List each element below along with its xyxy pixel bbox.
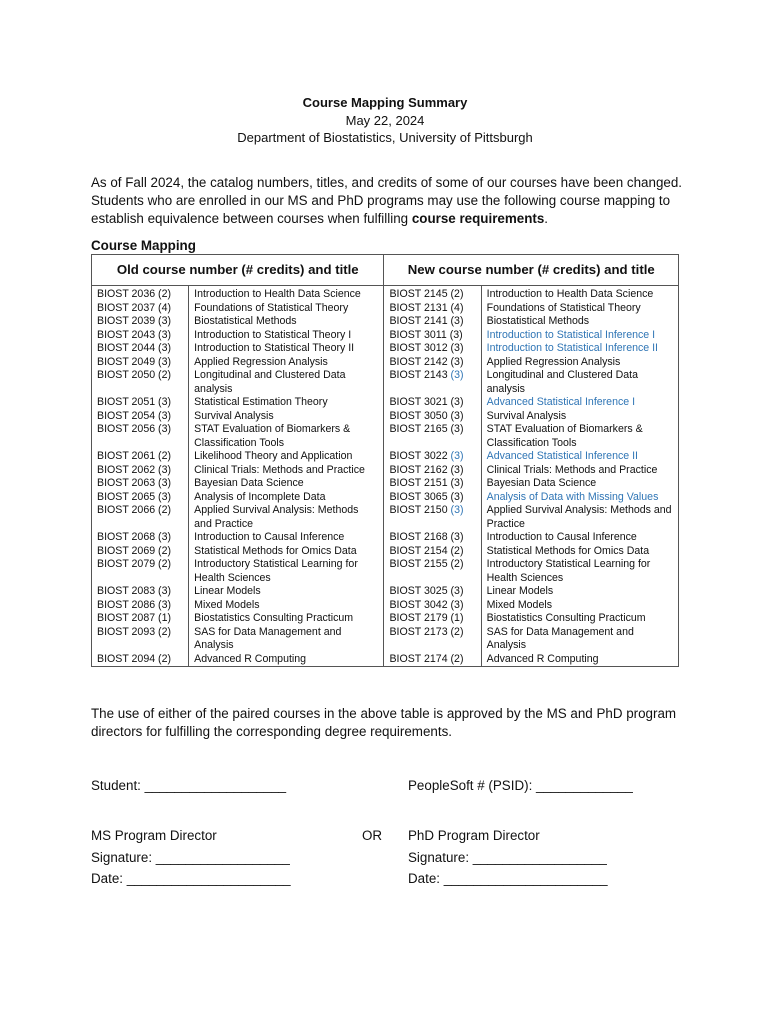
- new-course-number-text: BIOST 3042 (3): [389, 598, 464, 611]
- new-course-number: [384, 342, 481, 356]
- new-course-number-text: BIOST 3012 (3): [389, 342, 464, 354]
- new-course-title: [481, 531, 678, 545]
- table-row: [92, 302, 679, 316]
- new-course-number-text: BIOST 2162 (3): [389, 463, 464, 476]
- new-course-title: [481, 342, 678, 356]
- old-course-number: [92, 369, 189, 396]
- new-course-title-text: Biostatistics Consulting Practicum: [486, 612, 646, 624]
- section-heading: Course Mapping: [91, 238, 196, 253]
- old-course-number-text: BIOST 2063 (3): [97, 477, 171, 489]
- old-course-number: [92, 585, 189, 599]
- old-course-title-text: Longitudinal and Clustered Data analysis: [194, 369, 346, 395]
- old-course-number: [92, 329, 189, 343]
- old-course-number: [92, 626, 189, 653]
- table-row: [92, 585, 679, 599]
- table-row: [92, 369, 679, 396]
- new-course-number: [384, 356, 481, 370]
- table-row: [92, 504, 679, 531]
- old-course-title-text: SAS for Data Management and Analysis: [194, 625, 342, 651]
- old-course-title: [189, 329, 384, 343]
- new-course-number: [384, 329, 481, 343]
- phd-signature-field: Signature: __________________: [408, 849, 607, 865]
- old-course-number-text: BIOST 2094 (2): [97, 652, 171, 665]
- old-course-title: [189, 464, 384, 478]
- old-course-number-text: BIOST 2037 (4): [97, 301, 171, 314]
- table-header-row: [92, 255, 679, 286]
- old-course-number-text: BIOST 2087 (1): [97, 612, 171, 624]
- new-course-number: [384, 315, 481, 329]
- approval-note: The use of either of the paired courses in the above table is approved by the MS and PhD program directors for fulfilling the corresponding degree requirements.: [91, 706, 677, 740]
- psid-field: PeopleSoft # (PSID): _____________: [408, 778, 633, 793]
- new-course-title-text: Introductory Statistical Learning for Health Sciences: [486, 558, 651, 584]
- new-course-title-text: Applied Regression Analysis: [486, 355, 621, 368]
- old-course-number-text: BIOST 2043 (3): [97, 328, 171, 341]
- new-course-title: [481, 477, 678, 491]
- new-course-title-text: Advanced Statistical Inference I: [486, 396, 636, 408]
- new-course-number: [384, 653, 481, 667]
- new-course-title: [481, 315, 678, 329]
- old-course-number: [92, 558, 189, 585]
- student-field: Student: ___________________: [91, 778, 287, 793]
- old-course-title-text: Applied Regression Analysis: [194, 355, 328, 368]
- old-course-number-text: BIOST 2050 (2): [97, 369, 171, 381]
- old-course-number-text: BIOST 2039 (3): [97, 315, 171, 327]
- new-course-title-text: Clinical Trials: Methods and Practice: [486, 463, 658, 476]
- old-course-number: [92, 396, 189, 410]
- old-course-number: [92, 531, 189, 545]
- new-course-title: [481, 545, 678, 559]
- new-course-title: [481, 504, 678, 531]
- old-course-title-text: Advanced R Computing: [194, 652, 307, 665]
- new-course-number: [384, 585, 481, 599]
- new-course-title: [481, 356, 678, 370]
- new-course-number: [384, 302, 481, 316]
- new-course-credits: (3): [450, 504, 464, 516]
- old-course-title: [189, 369, 384, 396]
- old-course-title: [189, 302, 384, 316]
- old-course-number-text: BIOST 2068 (3): [97, 531, 171, 543]
- old-course-title: [189, 342, 384, 356]
- new-course-number-text: BIOST 2168 (3): [389, 531, 464, 543]
- old-course-number: [92, 653, 189, 667]
- new-course-title-text: Analysis of Data with Missing Values: [486, 490, 659, 503]
- new-course-number: [384, 423, 481, 450]
- new-course-credits: (3): [450, 450, 464, 462]
- table-row: [92, 464, 679, 478]
- old-course-number-text: BIOST 2054 (3): [97, 409, 171, 422]
- new-course-title-text: STAT Evaluation of Biomarkers & Classification Tools: [486, 423, 643, 449]
- new-course-number-text: BIOST 2154 (2): [389, 544, 464, 557]
- new-course-number-text: BIOST 3065 (3): [389, 490, 464, 503]
- old-course-title-text: Introductory Statistical Learning for Health Sciences: [194, 558, 358, 584]
- old-course-title: [189, 396, 384, 410]
- old-course-title-text: Statistical Methods for Omics Data: [194, 544, 357, 557]
- old-course-number: [92, 302, 189, 316]
- table-row: [92, 653, 679, 667]
- new-course-number: [384, 504, 481, 531]
- old-course-number: [92, 286, 189, 302]
- new-course-title: [481, 286, 678, 302]
- new-course-title: [481, 464, 678, 478]
- table-row: [92, 315, 679, 329]
- old-course-title: [189, 491, 384, 505]
- intro-text-end: .: [544, 211, 549, 227]
- new-course-title-text: Advanced R Computing: [486, 652, 599, 665]
- new-course-number: [384, 410, 481, 424]
- new-course-title: [481, 612, 678, 626]
- new-course-number-text: BIOST 3021 (3): [389, 396, 464, 408]
- new-course-title-text: Survival Analysis: [486, 409, 567, 422]
- old-course-title: [189, 315, 384, 329]
- new-course-number: [384, 477, 481, 491]
- old-course-number-text: BIOST 2066 (2): [97, 504, 171, 516]
- old-course-title: [189, 286, 384, 302]
- table-row: [92, 558, 679, 585]
- old-course-title: [189, 612, 384, 626]
- new-course-title-text: SAS for Data Management and Analysis: [486, 625, 634, 651]
- old-course-title: [189, 356, 384, 370]
- new-course-number: [384, 599, 481, 613]
- intro-text: As of Fall 2024, the catalog numbers, titles, and credits of some of our courses have been changed. Students who are enrolled in our MS and PhD programs may use the following course mapping to establish equivalence between courses when fulfilling: [91, 175, 683, 227]
- new-course-credits: (3): [450, 369, 464, 381]
- new-course-title: [481, 558, 678, 585]
- new-course-number-text: BIOST 3050 (3): [389, 409, 464, 422]
- old-course-title: [189, 585, 384, 599]
- new-course-title-text: Linear Models: [486, 585, 554, 597]
- old-course-number: [92, 477, 189, 491]
- old-course-title-text: Bayesian Data Science: [194, 477, 304, 489]
- table-row: [92, 491, 679, 505]
- table-row: [92, 531, 679, 545]
- new-course-title-text: Longitudinal and Clustered Data analysis: [486, 369, 638, 395]
- new-course-number: [384, 531, 481, 545]
- new-course-number: [384, 450, 481, 464]
- old-course-title: [189, 653, 384, 667]
- old-course-title-text: Foundations of Statistical Theory: [194, 301, 349, 314]
- new-course-title-text: Bayesian Data Science: [486, 477, 597, 489]
- new-course-number: [384, 396, 481, 410]
- new-course-number: [384, 545, 481, 559]
- old-course-number-text: BIOST 2056 (3): [97, 423, 171, 435]
- old-course-title: [189, 410, 384, 424]
- old-course-title-text: Clinical Trials: Methods and Practice: [194, 463, 365, 476]
- old-course-number-text: BIOST 2079 (2): [97, 558, 171, 570]
- new-course-title-text: Advanced Statistical Inference II: [486, 450, 638, 462]
- table-row: [92, 342, 679, 356]
- or-label: OR: [362, 828, 383, 843]
- old-course-title: [189, 558, 384, 585]
- new-course-number-text: BIOST 2151 (3): [389, 477, 464, 489]
- ms-director-block: [91, 825, 291, 890]
- table-row: [92, 286, 679, 302]
- old-course-title-text: Introduction to Statistical Theory II: [194, 342, 355, 354]
- new-course-number-text: BIOST 2179 (1): [389, 612, 464, 624]
- new-course-title-text: Introduction to Statistical Inference I: [486, 328, 656, 341]
- old-course-title-text: Analysis of Incomplete Data: [194, 490, 326, 503]
- new-course-number-text: BIOST 2141 (3): [389, 315, 464, 327]
- new-course-title: [481, 410, 678, 424]
- new-course-title: [481, 450, 678, 464]
- new-course-number: [384, 612, 481, 626]
- old-course-number-text: BIOST 2044 (3): [97, 342, 171, 354]
- new-course-number-text: BIOST 2174 (2): [389, 652, 464, 665]
- new-course-number-text: BIOST 3022: [389, 450, 448, 462]
- new-course-title: [481, 423, 678, 450]
- old-course-number: [92, 612, 189, 626]
- new-course-title: [481, 369, 678, 396]
- table-row: [92, 626, 679, 653]
- old-course-title: [189, 626, 384, 653]
- course-mapping-table: [91, 254, 679, 667]
- table-row: [92, 599, 679, 613]
- old-course-title: [189, 504, 384, 531]
- old-course-title-text: Survival Analysis: [194, 409, 274, 422]
- new-course-title-text: Biostatistical Methods: [486, 315, 590, 327]
- old-course-title-text: Biostatistics Consulting Practicum: [194, 612, 354, 624]
- new-course-number: [384, 369, 481, 396]
- old-course-title-text: STAT Evaluation of Biomarkers & Classification Tools: [194, 423, 351, 449]
- new-course-title: [481, 302, 678, 316]
- new-course-number-text: BIOST 2143: [389, 369, 448, 381]
- old-course-title: [189, 545, 384, 559]
- old-course-title: [189, 450, 384, 464]
- old-course-title: [189, 599, 384, 613]
- old-course-title-text: Introduction to Causal Inference: [194, 531, 345, 543]
- document-title: Course Mapping Summary: [302, 95, 468, 110]
- new-course-title: [481, 626, 678, 653]
- new-course-title-text: Statistical Methods for Omics Data: [486, 544, 650, 557]
- old-course-number-text: BIOST 2036 (2): [97, 288, 171, 300]
- old-course-title-text: Statistical Estimation Theory: [194, 396, 328, 408]
- intro-bold-text: course requirements: [411, 211, 545, 227]
- new-course-title-text: Introduction to Health Data Science: [486, 288, 654, 300]
- old-course-number: [92, 315, 189, 329]
- old-course-title-text: Linear Models: [194, 585, 261, 597]
- new-course-header: New course number (# credits) and title: [384, 255, 679, 286]
- new-course-number-text: BIOST 2150: [389, 504, 448, 516]
- new-course-number: [384, 626, 481, 653]
- phd-director-label: PhD Program Director: [408, 828, 540, 843]
- old-course-title-text: Mixed Models: [194, 598, 260, 611]
- old-course-title-text: Biostatistical Methods: [194, 315, 297, 327]
- old-course-number: [92, 504, 189, 531]
- new-course-number: [384, 286, 481, 302]
- table-row: [92, 423, 679, 450]
- phd-director-block: [408, 825, 608, 890]
- old-course-number: [92, 464, 189, 478]
- old-course-number: [92, 423, 189, 450]
- old-course-title-text: Introduction to Health Data Science: [194, 288, 361, 300]
- document-header: [0, 94, 770, 147]
- new-course-title: [481, 329, 678, 343]
- old-course-number-text: BIOST 2065 (3): [97, 490, 171, 503]
- old-course-title: [189, 477, 384, 491]
- table-row: [92, 329, 679, 343]
- old-course-number-text: BIOST 2051 (3): [97, 396, 171, 408]
- new-course-title-text: Mixed Models: [486, 598, 552, 611]
- new-course-title-text: Applied Survival Analysis: Methods and Practice: [486, 504, 672, 530]
- new-course-number-text: BIOST 2155 (2): [389, 558, 464, 570]
- old-course-number-text: BIOST 2062 (3): [97, 463, 171, 476]
- new-course-number-text: BIOST 2142 (3): [389, 355, 464, 368]
- new-course-title: [481, 396, 678, 410]
- new-course-number-text: BIOST 3011 (3): [389, 328, 463, 341]
- table-row: [92, 410, 679, 424]
- new-course-number-text: BIOST 2131 (4): [389, 301, 464, 314]
- new-course-title: [481, 599, 678, 613]
- new-course-number-text: BIOST 2173 (2): [389, 625, 464, 638]
- old-course-number: [92, 450, 189, 464]
- old-course-number: [92, 410, 189, 424]
- new-course-title-text: Foundations of Statistical Theory: [486, 301, 641, 314]
- new-course-title: [481, 653, 678, 667]
- ms-signature-field: Signature: __________________: [91, 849, 290, 865]
- new-course-title: [481, 585, 678, 599]
- table-row: [92, 356, 679, 370]
- new-course-number-text: BIOST 3025 (3): [389, 585, 464, 597]
- old-course-header: Old course number (# credits) and title: [92, 255, 384, 286]
- intro-paragraph: [91, 174, 691, 229]
- old-course-title: [189, 531, 384, 545]
- old-course-number: [92, 599, 189, 613]
- old-course-number-text: BIOST 2069 (2): [97, 544, 171, 557]
- new-course-number-text: BIOST 2145 (2): [389, 288, 464, 300]
- table-row: [92, 477, 679, 491]
- document-date: May 22, 2024: [345, 112, 425, 128]
- phd-date-field: Date: ______________________: [408, 871, 608, 886]
- old-course-title-text: Applied Survival Analysis: Methods and Practice: [194, 504, 359, 530]
- new-course-number-text: BIOST 2165 (3): [389, 423, 464, 435]
- department-name: Department of Biostatistics, University of Pittsburgh: [237, 130, 533, 145]
- new-course-number: [384, 491, 481, 505]
- new-course-title: [481, 491, 678, 505]
- new-course-title-text: Introduction to Statistical Inference II: [486, 342, 658, 354]
- old-course-title: [189, 423, 384, 450]
- table-row: [92, 612, 679, 626]
- old-course-number: [92, 356, 189, 370]
- old-course-number-text: BIOST 2049 (3): [97, 355, 171, 368]
- old-course-number-text: BIOST 2086 (3): [97, 598, 171, 611]
- old-course-number: [92, 545, 189, 559]
- old-course-number: [92, 342, 189, 356]
- table-row: [92, 396, 679, 410]
- table-row: [92, 545, 679, 559]
- old-course-number: [92, 491, 189, 505]
- old-course-title-text: Likelihood Theory and Application: [194, 450, 353, 462]
- old-course-title-text: Introduction to Statistical Theory I: [194, 328, 352, 341]
- table-row: [92, 450, 679, 464]
- new-course-title-text: Introduction to Causal Inference: [486, 531, 637, 543]
- ms-date-field: Date: ______________________: [91, 871, 291, 886]
- old-course-number-text: BIOST 2061 (2): [97, 450, 171, 462]
- old-course-number-text: BIOST 2093 (2): [97, 625, 171, 638]
- old-course-number-text: BIOST 2083 (3): [97, 585, 171, 597]
- new-course-number: [384, 558, 481, 585]
- new-course-number: [384, 464, 481, 478]
- ms-director-label: MS Program Director: [91, 828, 217, 843]
